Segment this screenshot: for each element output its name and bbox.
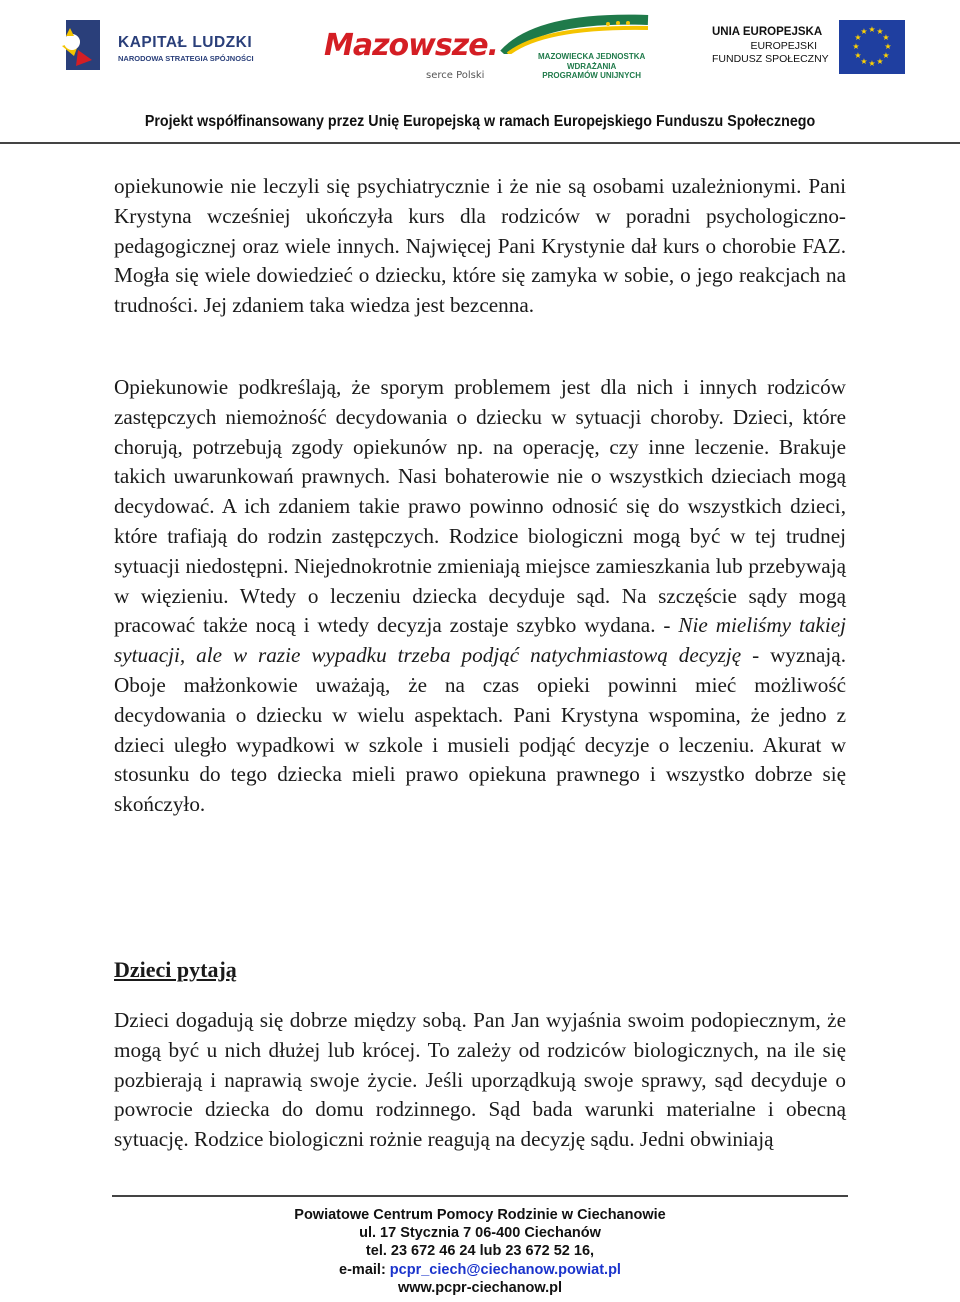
kapital-ludzki-subtitle: NARODOWA STRATEGIA SPÓJNOŚCI xyxy=(118,54,254,63)
kapital-ludzki-logo xyxy=(58,16,288,78)
paragraph-2-quote: Nie mieliśmy takiej sytuacji, ale w razie wypadku trzeba podjąć natychmiastową decyzję xyxy=(114,613,847,668)
svg-text:★: ★ xyxy=(882,51,890,60)
mazowsze-logo xyxy=(322,22,498,92)
footer-email-row xyxy=(0,1261,960,1279)
eu-line3: FUNDUSZ SPOŁECZNY xyxy=(712,53,829,65)
svg-text:★: ★ xyxy=(854,33,862,42)
footer-org-name: Powiatowe Centrum Pomocy Rodzinie w Ciechanowie xyxy=(294,1207,666,1223)
svg-text:★: ★ xyxy=(854,51,862,60)
header-divider xyxy=(0,142,960,144)
eu-line2: EUROPEJSKI xyxy=(750,40,817,52)
paragraph-1: opiekunowie nie leczyli się psychiatrycznie i że nie są osobami uzależnionymi. Pani Krystyna wcześniej ukończyła kurs dla rodziców w poradni psychologiczno-pedagogicznej oraz wiele innych. Najwięcej Pani Krystynie dał kurs o chorobie FAZ. Mogła się wiele dowiedzieć o dziecku, które się zamyka w sobie, o jego reakcjach na trudności. Jej zdaniem taka wiedza jest bezcenna. xyxy=(114,174,846,318)
svg-text:★: ★ xyxy=(876,27,884,36)
kapital-ludzki-emblem-icon xyxy=(58,16,118,78)
paragraph-2 xyxy=(114,373,846,820)
footer-divider xyxy=(112,1195,848,1197)
svg-text:★: ★ xyxy=(852,42,860,51)
section-heading: Dzieci pytają xyxy=(114,957,237,982)
svg-text:★: ★ xyxy=(868,59,876,68)
svg-text:★: ★ xyxy=(860,57,868,66)
svg-text:★: ★ xyxy=(860,27,868,36)
kapital-ludzki-title: KAPITAŁ LUDZKI xyxy=(118,34,253,51)
mjwpu-line3: PROGRAMÓW UNIJNYCH xyxy=(542,71,641,81)
eu-stars-icon xyxy=(839,20,905,74)
mjwpu-line2: WDRAŻANIA xyxy=(566,61,617,71)
mjwpu-line1: MAZOWIECKA JEDNOSTKA xyxy=(538,52,646,61)
mjwpu-arc-icon xyxy=(498,14,658,54)
footer-website[interactable]: www.pcpr-ciechanow.pl xyxy=(397,1279,563,1296)
footer-address: ul. 17 Stycznia 7 06-400 Ciechanów xyxy=(359,1225,601,1242)
paragraph-2-part-a: Opiekunowie podkreślają, że sporym problemem jest dla nich i innych rodziców zastępczych niemożność decydowania o dziecku w sytuacji choroby. Dzieci, które chorują, potrzebują zgody opiekunów np. na operację, czy inne leczenie. Brakuje takich uwarunkowań prawnych. Nasi bohaterowie nie o wszystkich dzieciach mogą decydować. A ich zdaniem takie prawo powinno odnosić się do wszystkich dzieci, które trafiają do rodzin zastępczych. Rodzice biologiczni mogą być w tej trudnej sytuacji niedostępni. Niejednokrotnie zmieniają miejsce zamieszkania lub przebywają w więzieniu. Wtedy o leczeniu dziecka decyduje sąd. Na szczęście sądy mogą pracować także nocą i wtedy decyzja zostaje szybko wydana. - xyxy=(114,375,846,638)
footer-email-label: e-mail: xyxy=(339,1261,390,1278)
mjwpu-logo xyxy=(498,14,658,92)
footer-phone: tel. 23 672 46 24 lub 23 672 52 16, xyxy=(365,1243,595,1260)
project-cofinancing-line: Projekt współfinansowany przez Unię Europejską w ramach Europejskiego Funduszu Społecznego xyxy=(144,113,816,130)
svg-text:★: ★ xyxy=(876,57,884,66)
mazowsze-subtitle: serce Polski xyxy=(426,70,485,81)
footer xyxy=(0,1206,960,1297)
svg-text:★: ★ xyxy=(882,33,890,42)
footer-email-link[interactable]: pcpr_ciech@ciechanow.powiat.pl xyxy=(389,1261,621,1278)
eu-flag-icon xyxy=(839,20,905,74)
svg-text:★: ★ xyxy=(884,42,892,51)
eu-fund-name xyxy=(712,40,829,66)
mazowsze-title: Mazowsze. xyxy=(324,28,498,63)
eu-title: UNIA EUROPEJSKA xyxy=(712,26,823,38)
paragraph-2-part-b: - wyznają. Oboje małżonkowie uważają, że na czas opieki powinni mieć możliwość decydowania o dziecku w wielu aspektach. Pani Krystyna wspomina, że jedno z dzieci uległo wypadkowi w szkole i musieli podjąć decyzje o leczeniu. Akurat w stosunku do tego dziecka mieli prawo opiekuna prawnego i wszystko dobrze się skończyło. xyxy=(114,643,846,817)
header-logos xyxy=(0,0,960,108)
mjwpu-text xyxy=(538,52,645,81)
paragraph-3: Dzieci dogadują się dobrze między sobą. Pan Jan wyjaśnia swoim podopiecznym, że mogą być u nich dłużej lub krócej. To zależy od rodziców biologicznych, na ile się pozbierają i naprawią swoje życie. Jeśli uporządkują swoje sprawy, sąd decyduje o powrocie dziecka do domu rodzinnego. Sąd bada warunki materialne i obecną sytuację. Rodzice biologiczni rożnie reagują na decyzję sądu. Jedni obwiniają xyxy=(114,1008,846,1152)
svg-text:★: ★ xyxy=(868,25,876,34)
eu-logo xyxy=(704,18,914,78)
